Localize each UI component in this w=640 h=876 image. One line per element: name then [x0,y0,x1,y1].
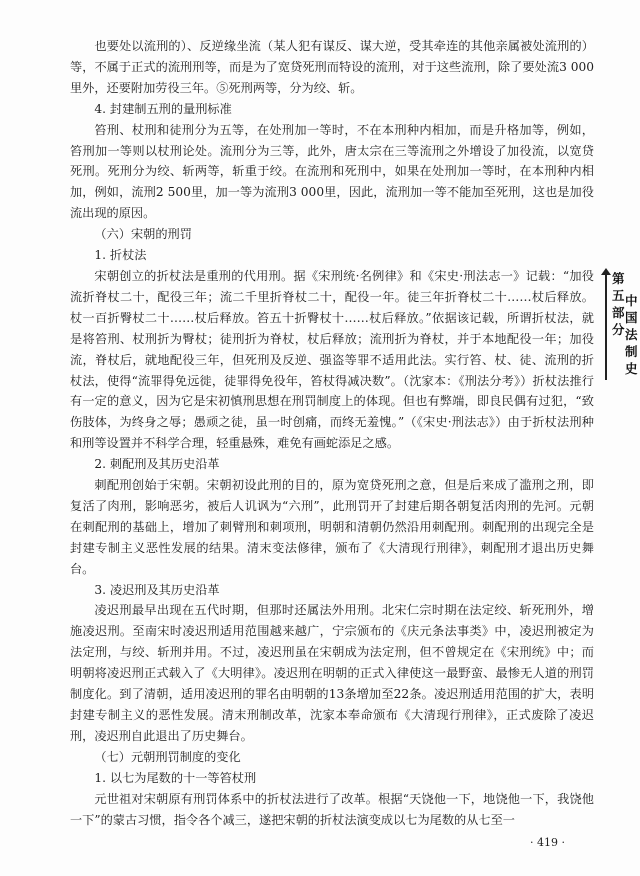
page-number: · 419 · [530,836,565,849]
subject-label: 中国法制史 [625,293,638,376]
subsection-heading: 4. 封建制五刑的量刑标准 [94,101,232,116]
subsection-heading: 3. 凌迟刑及其历史沿革 [94,582,220,597]
paragraph: 元世祖对宋朝原有刑罚体系中的折杖法进行了改革。根据“天饶他一下，地饶他一下，我饶他一下”的蒙古习惯，指令各个减三，遂把宋朝的折杖法演变成以七为尾数的从七至一 [70,791,594,827]
paragraph: 刺配刑创始于宋朝。宋朝初设此刑的目的，原为宽贷死刑之意，但是后来成了滥刑之刑，即复活了肉刑，影响恶劣，被后人讥讽为“六刑”，此刑罚开了封建后期各朝复活肉刑的先河。元朝在刺配刑的基础上，增加了刺臂刑和刺项刑，明朝和清朝仍然沿用刺配刑。刺配刑的出现完全是封建专制主义恶性发展的结果。清末变法修律，颁布了《大清现行刑律》，刺配刑才退出历史舞台。 [70,478,594,576]
section-heading: （六）宋朝的刑罚 [94,227,192,242]
subsection-heading: 1. 折杖法 [94,248,147,263]
part-label: 第五部分 [612,271,625,337]
arrow-up-icon [603,268,609,380]
subsection-heading: 1. 以七为尾数的十一等笞杖刑 [94,770,257,785]
subsection-heading: 2. 刺配刑及其历史沿革 [94,457,220,472]
body-text [70,36,594,830]
paragraph: 凌迟刑最早出现在五代时期，但那时还属法外用刑。北宋仁宗时期在法定绞、斩死刑外，增施凌迟刑。至南宋时凌迟刑适用范围越来越广，宁宗颁布的《庆元条法事类》中，凌迟刑被定为法定刑，与绞、斩刑并用。不过，凌迟刑虽在宋朝成为法定刑，但不曾规定在《宋刑统》中；而明朝将凌迟刑正式载入了《大明律》。凌迟刑在明朝的正式入律使这一最野蛮、最惨无人道的刑罚制度化。到了清朝，适用凌迟刑的罪名由明朝的13条增加至22条。凌迟刑适用范围的扩大，表明封建专制主义的恶性发展。清末刑制改革，沈家本奉命颁布《大清现行刑律》，正式废除了凌迟刑，凌迟刑自此退出了历史舞台。 [70,603,594,743]
section-heading: （七）元朝刑罚制度的变化 [94,749,241,764]
paragraph: 宋朝创立的折杖法是重刑的代用刑。据《宋刑统·名例律》和《宋史·刑法志一》记载：“加役流折脊杖二十，配役三年；流二千里折脊杖二十，配役一年。徒三年折脊杖二十……杖后释放。杖一百折臀杖二十……杖后释放。笞五十折臀杖十……杖后释放。”依据该记载，所谓折杖法，就是将笞刑、杖刑折为臀杖；徒刑折为脊杖，杖后释放；流刑折为脊杖，并于本地配役一年；加役流，脊杖后，就地配役三年，但死刑及反逆、强盗等罪不适用此法。实行笞、杖、徒、流刑的折杖法，使得“流罪得免远徙，徒罪得免役年，笞杖得减决数”。（沈家本：《刑法分考》）折杖法推行有一定的意义，因为它是宋初慎刑思想在刑罚制度上的体现。但也有弊端，即良民偶有过犯，“致伤肢体，为终身之辱；愚顽之徒，虽一时创痛，而终无羞愧。”（《宋史·刑法志》）由于折杖法刑种和刑等设置并不科学合理，轻重悬殊，难免有画蛇添足之感。 [70,268,594,451]
part-side-tab [603,268,637,380]
paragraph: 笞刑、杖刑和徒刑分为五等，在处刑加一等时，不在本刑种内相加，而是升格加等，例如，笞刑加一等则以杖刑论处。流刑分为三等，此外，唐太宗在三等流刑之外增设了加役流，以宽贷死刑。死刑分为绞、斩两等，斩重于绞。在流刑和死刑中，如果在处刑加一等时，在本刑种内相加，例如，流刑2 500里，加一等为流刑3 000里，因此，流刑加一等不能加至死刑，这也是加役流出现的原因。 [70,122,594,221]
paragraph: 也要处以流刑的）、反逆缘坐流（某人犯有谋反、谋大逆，受其牵连的其他亲属被处流刑的）等，不属于正式的流刑刑等，而是为了宽贷死刑而特设的流刑，对于这些流刑，除了要处流3 000里外，还要附加劳役三年。⑤死刑两等，分为绞、斩。 [70,39,594,95]
